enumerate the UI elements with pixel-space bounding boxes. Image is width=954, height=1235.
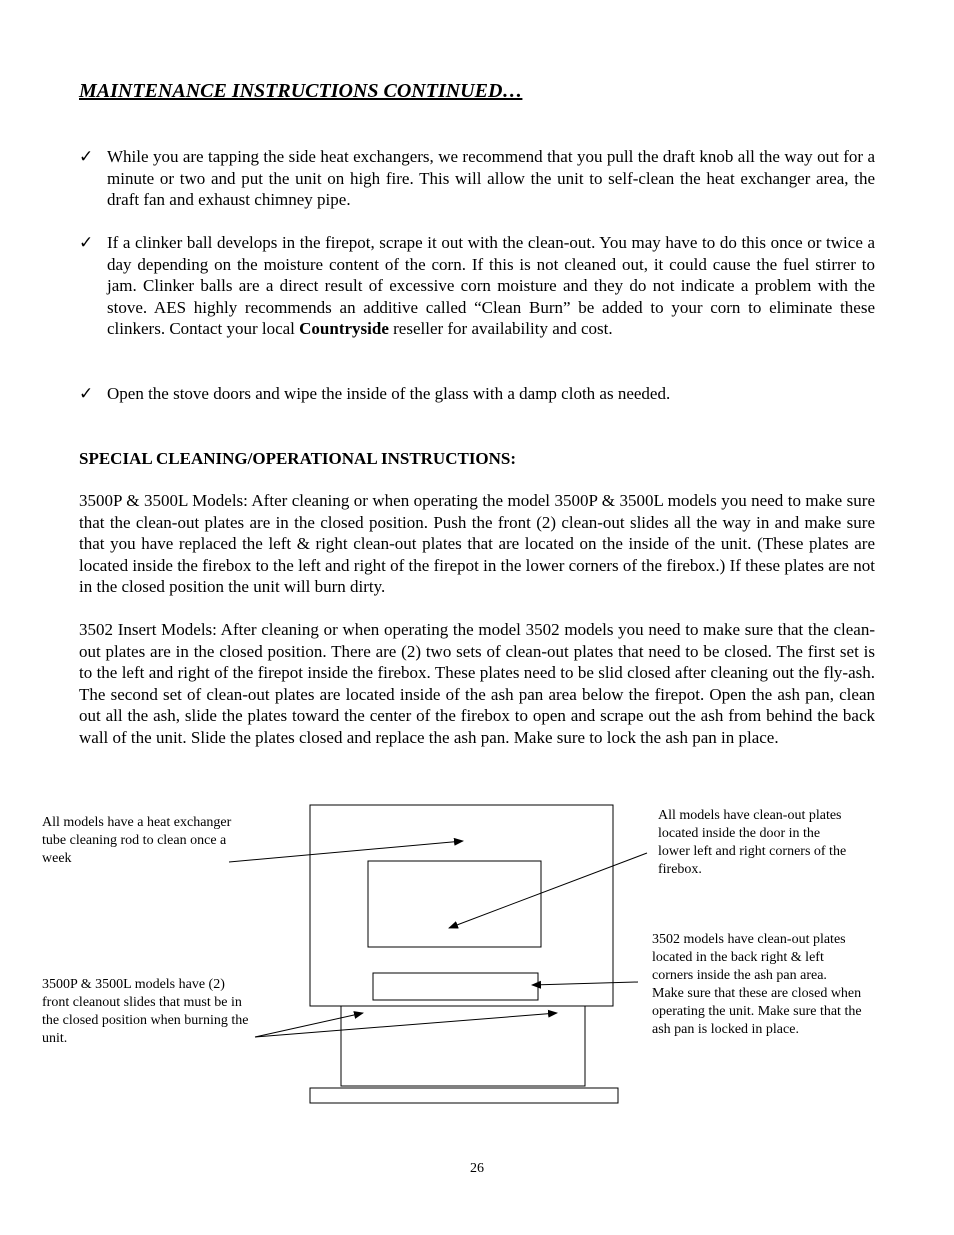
arrow-front-slide-right: [255, 1013, 557, 1037]
paragraph-3500-models: 3500P & 3500L Models: After cleaning or when operating the model 3500P & 3500L models you need to make sure that the clean-out plates are in the closed position. Push the front (2) clean-out slides all the way in and make sure that you have replaced the left & right clean-out plates that are located on the inside of the unit. (These plates are located inside the firebox to the left and right of the firepot in the lower corners of the firebox.) If these plates are not in the closed position the unit will burn dirty.: [79, 491, 875, 597]
front-cleanout-slide: [373, 973, 538, 1000]
caption-door-cleanout: All models have clean-out plates located inside the door in the lower left and right corners of the firebox.: [658, 808, 847, 877]
glass-window: [368, 861, 541, 947]
bullet-text-part: If a clinker ball develops in the firepot, scrape it out with the clean-out. You may have to do this once or twice a day depending on the moisture content of the corn. If this is not cleaned out, it could cause the fuel stirrer to jam. Clinker balls are a direct result of excessive corn moisture and they do not indicate a problem with the stove. AES highly recommends an additive called “Clean Burn” be added to your corn to eliminate these clinkers. Contact your local: [107, 233, 875, 339]
caption-heat-exchanger: All models have a heat exchanger tube cleaning rod to clean once a week: [42, 815, 232, 866]
arrow-ashpan-cleanout: [532, 982, 638, 985]
bullet-text-part: reseller for availability and cost.: [388, 319, 613, 339]
checkmark-icon: ✓: [79, 384, 94, 403]
section-heading: SPECIAL CLEANING/OPERATIONAL INSTRUCTIONS:: [79, 449, 517, 468]
checkmark-icon: ✓: [79, 147, 94, 166]
stove-base: [310, 1088, 618, 1103]
page-number: 26: [470, 1161, 484, 1176]
arrow-door-cleanout: [449, 853, 647, 928]
caption-ashpan-cleanout: 3502 models have clean-out plates located in the back right & left corners inside the ash pan area. Make sure that these are closed when operating the unit. Make sure that the ash pan is locked in place.: [652, 932, 862, 1037]
paragraph-3502-models: 3502 Insert Models: After cleaning or when operating the model 3502 models you need to make sure that the clean-out plates are in the closed position. There are (2) two sets of clean-out plates that need to be closed. The first set is to the left and right of the firepot inside the firebox. These plates need to be slid closed after cleaning out the fly-ash. The second set of clean-out plates are located inside of the ash pan area below the firepot. Open the ash pan, clean out all the ash, slide the plates toward the center of the firebox to open and scrape out the ash from behind the back wall of the unit. Slide the plates closed and replace the ash pan. Make sure to lock the ash pan in place.: [79, 620, 875, 747]
stove-body: [310, 805, 613, 1006]
bullet-text: Open the stove doors and wipe the inside of the glass with a damp cloth as needed.: [107, 384, 671, 403]
page-title: MAINTENANCE INSTRUCTIONS CONTINUED…: [79, 80, 523, 102]
caption-front-slides: 3500P & 3500L models have (2) front cleanout slides that must be in the closed position when burning the unit.: [42, 977, 249, 1046]
arrow-heat-exchanger: [229, 841, 463, 862]
brand-name: Countryside: [299, 319, 389, 339]
arrow-front-slide-left: [255, 1013, 363, 1037]
checkmark-icon: ✓: [79, 233, 94, 252]
bullet-text: While you are tapping the side heat exchangers, we recommend that you pull the draft knob all the way out for a minute or two and put the unit on high fire. This will allow the unit to self-clean the heat exchanger area, the draft fan and exhaust chimney pipe.: [107, 147, 875, 210]
ash-pan: [341, 1006, 585, 1086]
